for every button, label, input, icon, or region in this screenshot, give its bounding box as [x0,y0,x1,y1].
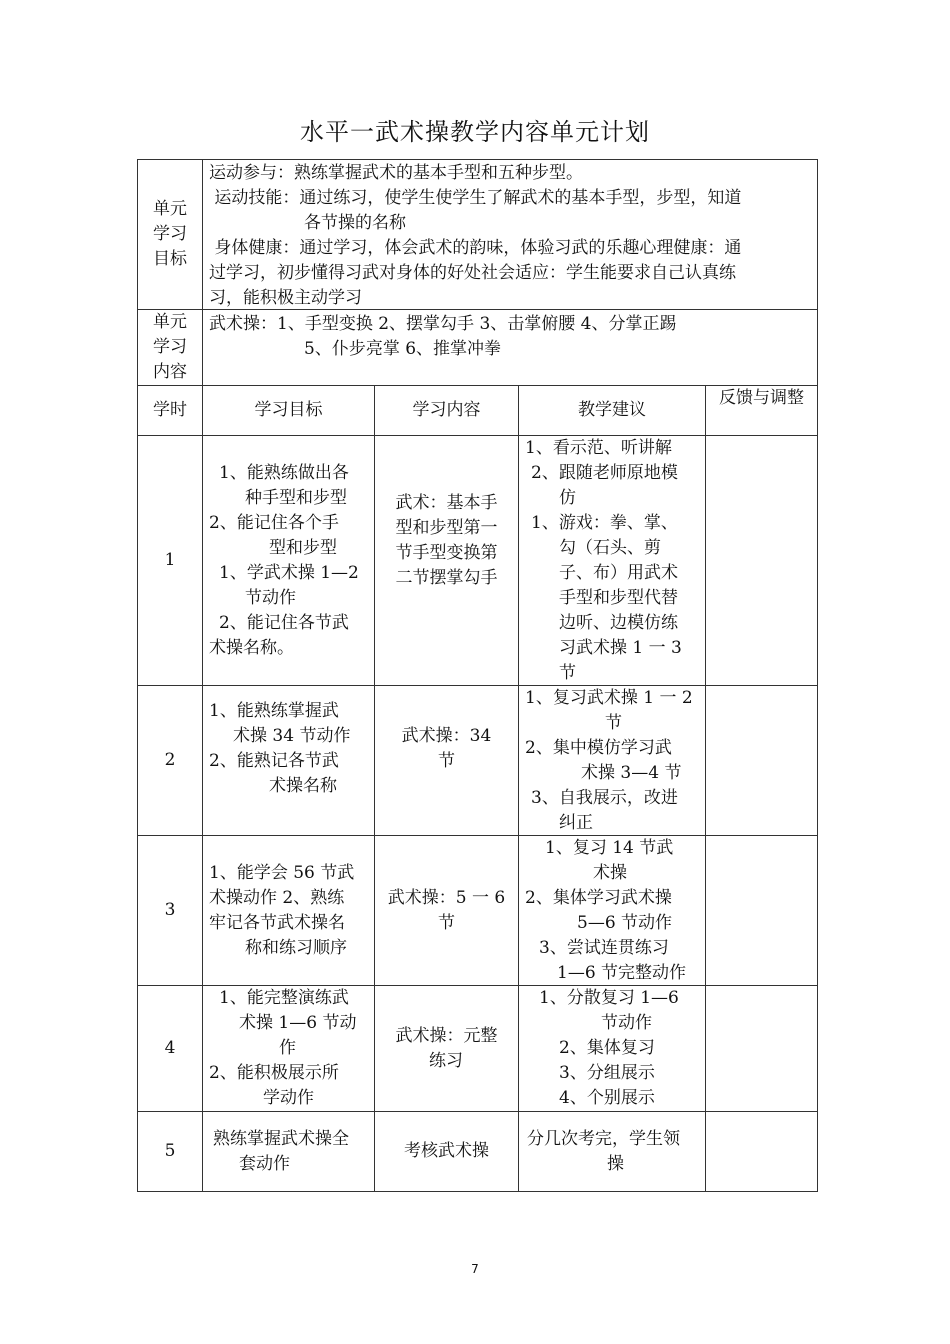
header-hour: 学时 [137,386,203,436]
advice-line: 1、看示范、听讲解 [525,437,672,458]
advice-line: 1—6 节完整动作 [557,962,687,983]
header-content: 学习内容 [375,386,519,436]
unit-goals-line: 运动参与：熟练掌握武术的基本手型和五种步型。 [209,163,583,183]
advice-line: 3、尝试连贯练习 [539,937,669,958]
advice-line: 节动作 [601,1013,652,1033]
row-2-feedback [706,686,818,836]
goal-line: 术操 34 节动作 [233,725,351,746]
content-line: 武术操：34 [401,725,492,746]
content-line: 武术操：5 一 6 [387,887,506,908]
unit-content-label: 单元 学习 内容 [137,310,203,386]
unit-goals-line: 习，能积极主动学习 [209,288,362,308]
goal-line: 术操 1—6 节动 [239,1013,357,1033]
unit-content-line: 5、仆步亮掌 6、推掌冲拳 [304,339,502,359]
goal-line: 2、能记住各个手 [209,512,339,533]
row-5-feedback [706,1112,818,1192]
advice-line: 2、集体复习 [559,1038,655,1058]
advice-line: 2、集体学习武术操 [525,887,672,908]
advice-line: 1、复习武术操 1 一 2 [525,687,693,708]
unit-goals-label: 单元 学习 目标 [137,159,203,310]
goal-line: 1、能熟练掌握武 [209,700,339,721]
row-4-goals [203,986,375,1112]
advice-line: 1、游戏：拳、掌、 [531,512,678,533]
header-goals: 学习目标 [203,386,375,436]
advice-line: 子、布）用武术 [559,562,678,583]
advice-line: 1、分散复习 1—6 [539,988,679,1008]
advice-line: 手型和步型代替 [559,587,678,608]
row-1-advice [519,436,706,686]
goal-line: 1、能熟练做出各 [219,462,349,483]
row-4-advice [519,986,706,1112]
row-1-feedback [706,436,818,686]
row-2-content [375,686,519,836]
page-title: 水平一武术操教学内容单元计划 [300,118,650,146]
advice-line: 4、个别展示 [559,1088,655,1108]
row-2-advice [519,686,706,836]
row-4-hour: 4 [137,986,203,1112]
page-number: 7 [471,1262,479,1276]
content-line: 武术操：元整 [395,1025,498,1046]
row-2-hour: 2 [137,686,203,836]
goal-line: 2、能记住各节武 [219,612,349,633]
advice-line: 勾（石头、剪 [559,537,661,558]
advice-line: 纠正 [559,812,593,833]
advice-line: 术操 [593,862,627,883]
advice-line: 3、自我展示，改进 [531,787,678,808]
content-line: 节 [438,912,455,933]
goal-line: 作 [279,1038,296,1058]
advice-line: 仿 [559,487,576,508]
advice-line: 分几次考完，学生领 [527,1128,680,1149]
content-line: 节 [438,750,455,771]
header-feedback: 反馈与调整 [706,386,818,436]
goal-line: 1、能学会 56 节武 [209,862,355,883]
goal-line: 术操动作 2、熟练 [209,887,345,908]
goal-line: 术操名称。 [209,637,294,658]
advice-line: 2、跟随老师原地模 [531,462,678,483]
row-1-content [375,436,519,686]
advice-line: 边听、边模仿练 [559,612,678,633]
goal-line: 熟练掌握武术操全 [213,1128,349,1149]
goal-line: 节动作 [245,587,296,608]
content-line: 二节摆掌勾手 [395,567,498,588]
goal-line: 套动作 [239,1153,290,1174]
unit-goals-line: 运动技能：通过练习，使学生使学生了解武术的基本手型，步型，知道 [209,188,742,208]
row-4-content [375,986,519,1112]
row-5-advice [519,1112,706,1192]
unit-goals-line: 身体健康：通过学习，体会武术的韵味，体验习武的乐趣心理健康：通 [209,238,742,258]
advice-line: 操 [607,1153,624,1174]
row-5-content: 考核武术操 [375,1112,519,1192]
advice-line: 1、复习 14 节武 [545,837,674,858]
unit-content-text [203,310,818,386]
content-line: 武术：基本手 [395,492,498,513]
goal-line: 2、能积极展示所 [209,1063,339,1083]
row-3-advice [519,836,706,986]
advice-line: 2、集中模仿学习武 [525,737,672,758]
content-line: 型和步型第一 [395,517,498,538]
goal-line: 1、能完整演练武 [219,988,349,1008]
row-5-goals [203,1112,375,1192]
goal-line: 种手型和步型 [245,487,347,508]
row-3-feedback [706,836,818,986]
advice-line: 习武术操 1 一 3 [559,637,682,658]
goal-line: 1、学武术操 1—2 [219,562,359,583]
unit-goals-line: 各节操的名称 [304,213,406,233]
advice-line: 3、分组展示 [559,1063,655,1083]
advice-line: 5—6 节动作 [577,912,673,933]
row-3-content [375,836,519,986]
advice-line: 节 [559,662,576,683]
unit-goals-line: 过学习，初步懂得习武对身体的好处社会适应：学生能要求自己认真练 [209,263,736,283]
advice-line: 术操 3—4 节 [581,762,682,783]
unit-goals-text [203,159,818,310]
row-3-hour: 3 [137,836,203,986]
goal-line: 称和练习顺序 [245,937,347,958]
goal-line: 型和步型 [269,537,337,558]
content-line: 练习 [429,1050,463,1071]
advice-line: 节 [605,712,622,733]
goal-line: 牢记各节武术操名 [209,912,345,933]
goal-line: 2、能熟记各节武 [209,750,339,771]
goal-line: 学动作 [263,1088,314,1108]
content-line: 节手型变换第 [395,542,498,563]
row-1-hour: 1 [137,436,203,686]
row-5-hour: 5 [137,1112,203,1192]
row-4-feedback [706,986,818,1112]
row-2-goals [203,686,375,836]
header-advice: 教学建议 [519,386,706,436]
goal-line: 术操名称 [269,775,337,796]
unit-content-line: 武术操：1、手型变换 2、摆掌勾手 3、击掌俯腰 4、分掌正踢 [209,314,677,334]
row-1-goals [203,436,375,686]
row-3-goals [203,836,375,986]
